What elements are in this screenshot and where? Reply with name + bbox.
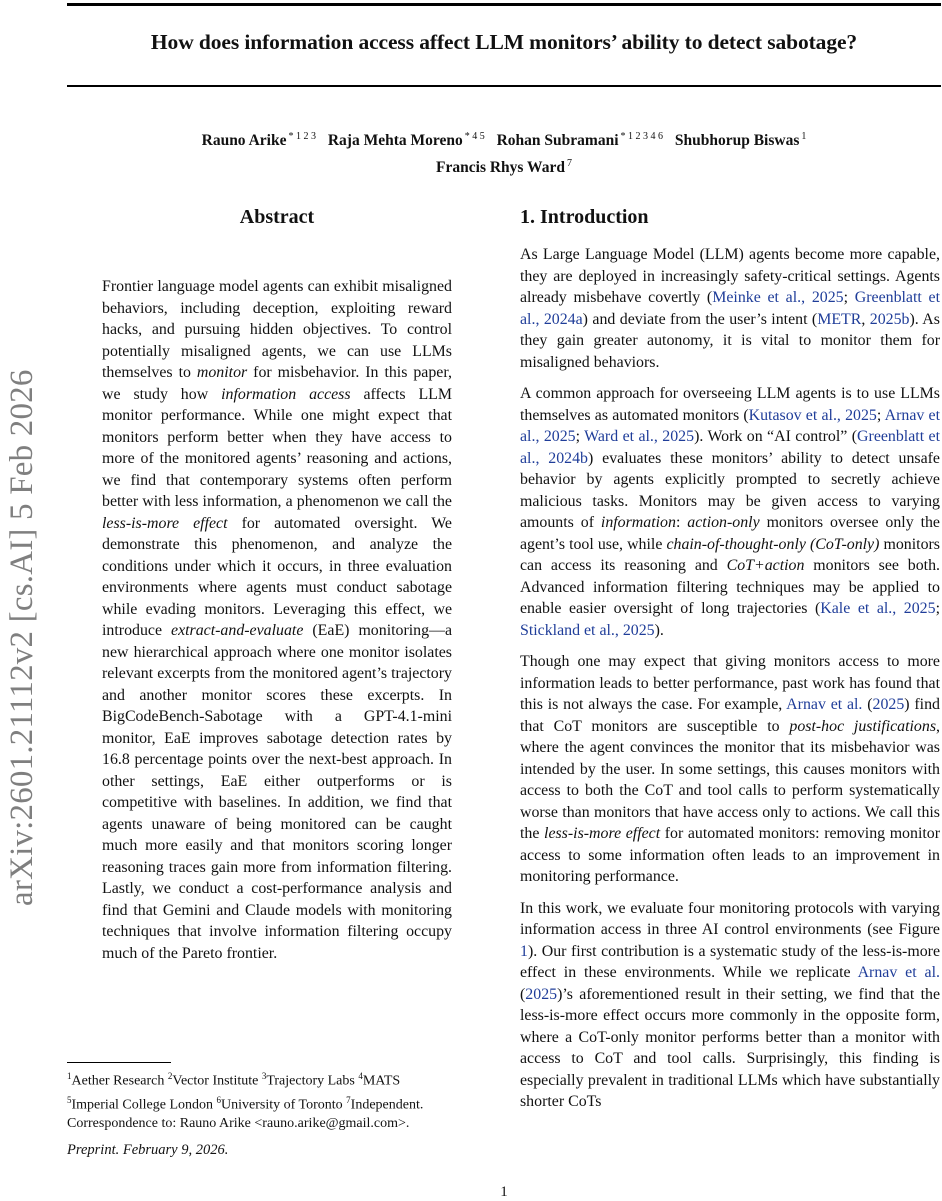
citation-link[interactable]: Greenblatt et al., 2024a <box>520 289 941 328</box>
citation-link[interactable]: Ward et al., 2025 <box>584 428 695 445</box>
intro-paragraph: In this work, we evaluate four monitoring protocols with varying information access in three AI control environments (see Figure 1). Our first contribution is a systematic study of the less-is-more effect in these environments. While we replicate Arnav et al. (2025)’s aforementioned result in their setting, we find that the less-is-more effect occurs more commonly in the opposite form, where a CoT-only monitor performs better than a monitor with access to CoT and tool calls. Surprisingly, this finding is especially prevalent in traditional LLMs which have substantially shorter CoTs <box>520 899 940 1110</box>
citation-link[interactable]: 2025 <box>872 696 905 713</box>
intro-paragraph: As Large Language Model (LLM) agents become more capable, they are deployed in increasingly safety-critical settings. Agents already misbehave covertly (Meinke et al., 2025; Greenblatt et al., 2024a) and deviate from the user’s intent (METR, 2025b). As they gain greater autonomy, it is vital to monitor them for misaligned behaviors. <box>520 246 941 371</box>
citation-link[interactable]: Kutasov et al., 2025 <box>748 406 877 424</box>
figure-link[interactable]: 1 <box>520 942 528 960</box>
footnote-line: $^5$Imperial College London $^6$University of Toronto $^7$Independent. <box>67 1094 424 1113</box>
citation-link[interactable]: Arnav et al., 2025 <box>520 406 941 445</box>
citation-link[interactable]: Kale et al., 2025 <box>820 600 936 617</box>
citation-link[interactable]: METR <box>817 310 862 328</box>
citation-link[interactable]: Greenblatt et al., 2024b <box>520 428 940 467</box>
footnote-rule <box>67 1062 171 1063</box>
title-top-rule <box>67 3 941 6</box>
page-number: 1 <box>500 1184 508 1200</box>
author: Francis Rhys Ward $^7$ <box>436 158 572 177</box>
correspondence: Correspondence to: Rauno Arike <rauno.arike@gmail.com>. <box>67 1116 410 1132</box>
preprint-date: Preprint. February 9, 2026. <box>67 1142 229 1158</box>
abstract-text: Frontier language model agents can exhibit misaligned behaviors, including deception, exploiting reward hacks, and pursuing hidden objectives. To control potentially misaligned agents, we can use LLMs themselves to monitor for misbehavior. In this paper, we study how information access affects LLM monitor performance. While one might expect that monitors perform better when they have access to more of the monitored agents’ reasoning and actions, we find that contemporary systems often perform better with less information, a phenomenon we call the less-is-more effect for automated oversight. We demonstrate this phenomenon, and analyze the conditions under which it occurs, in three evaluation environments where agents must conduct sabotage while evading monitors. Leveraging this effect, we introduce extract-and-evaluate (EaE) monitoring—a new hierarchical approach where one monitor isolates relevant excerpts from the monitored agent’s trajectory and another monitor scores these excerpts. In BigCodeBench-Sabotage with a GPT-4.1-mini monitor, EaE improves sabotage detection rates by 16.8 percentage points over the next-best approach. In other settings, EaE either outperforms or is competitive with baselines. In addition, we find that agents unaware of being monitored can be caught much more easily and that monitors scoring longer reasoning traces gain more from information filtering. Lastly, we conduct a cost-performance analysis and find that Gemini and Claude models with monitoring techniques that involve information filtering occupy much of the Pareto frontier. <box>102 278 453 962</box>
abstract-heading: Abstract <box>239 206 315 228</box>
paper-title: How does information access affect LLM monitors’ ability to detect sabotage? <box>150 30 858 54</box>
author-list <box>67 125 941 179</box>
citation-link[interactable]: 2025b <box>869 310 910 328</box>
citation-link[interactable]: 2025 <box>525 985 558 1003</box>
footnote-line: $^1$Aether Research $^2$Vector Institute $^3$Trajectory Labs $^4$MATS <box>67 1071 401 1089</box>
citation-link[interactable]: Meinke et al., 2025 <box>712 289 844 306</box>
citation-link[interactable]: Stickland et al., 2025 <box>520 621 655 639</box>
intro-heading: 1. Introduction <box>520 206 649 228</box>
citation-link[interactable]: Arnav et al. <box>857 964 940 981</box>
citation-link[interactable]: Arnav et al. <box>786 696 863 713</box>
author: Rohan Subramani $^{* 1 2 3 4 6}$ <box>496 131 663 150</box>
author: Raja Mehta Moreno $^{* 4 5}$ <box>327 131 485 150</box>
intro-paragraph: A common approach for overseeing LLM agents is to use LLMs themselves as automated monitors (Kutasov et al., 2025; Arnav et al., 2025; Ward et al., 2025). Work on “AI control” (Greenblatt et al., 2024b) evaluates these monitors’ ability to detect unsafe behavior by agents explicitly prompted to secretly achieve malicious tasks. Monitors may be given access to varying amounts of information: action-only monitors oversee only the agent’s tool use, while chain-of-thought-only (CoT-only) monitors can access its reasoning and CoT+action monitors see both. Advanced information filtering techniques may be applied to enable easier oversight of long trajectories (Kale et al., 2025; Stickland et al., 2025). <box>520 385 941 639</box>
author: Shubhorup Biswas $^1$ <box>674 131 807 150</box>
intro-body <box>520 244 940 1123</box>
arxiv-stamp[interactable]: arXiv:2601.21112v2 [cs.AI] 5 Feb 2026 <box>4 369 40 906</box>
affiliations-footnote <box>67 1067 497 1133</box>
title-bottom-rule <box>67 85 941 87</box>
intro-paragraph: Though one may expect that giving monitors access to more information leads to better performance, past work has found that this is not always the case. For example, Arnav et al. (2025) find that CoT monitors are susceptible to post-hoc justifications, where the agent convinces the monitor that its misbehavior was intended by the user. In some settings, this causes monitors with access to both the CoT and tool calls to perform systematically worse than monitors that have access only to actions. We call this the less-is-more effect for automated monitors: removing monitor access to some information often leads to an improvement in monitoring performance. <box>520 653 941 885</box>
author: Rauno Arike $^{* 1 2 3}$ <box>201 131 316 150</box>
